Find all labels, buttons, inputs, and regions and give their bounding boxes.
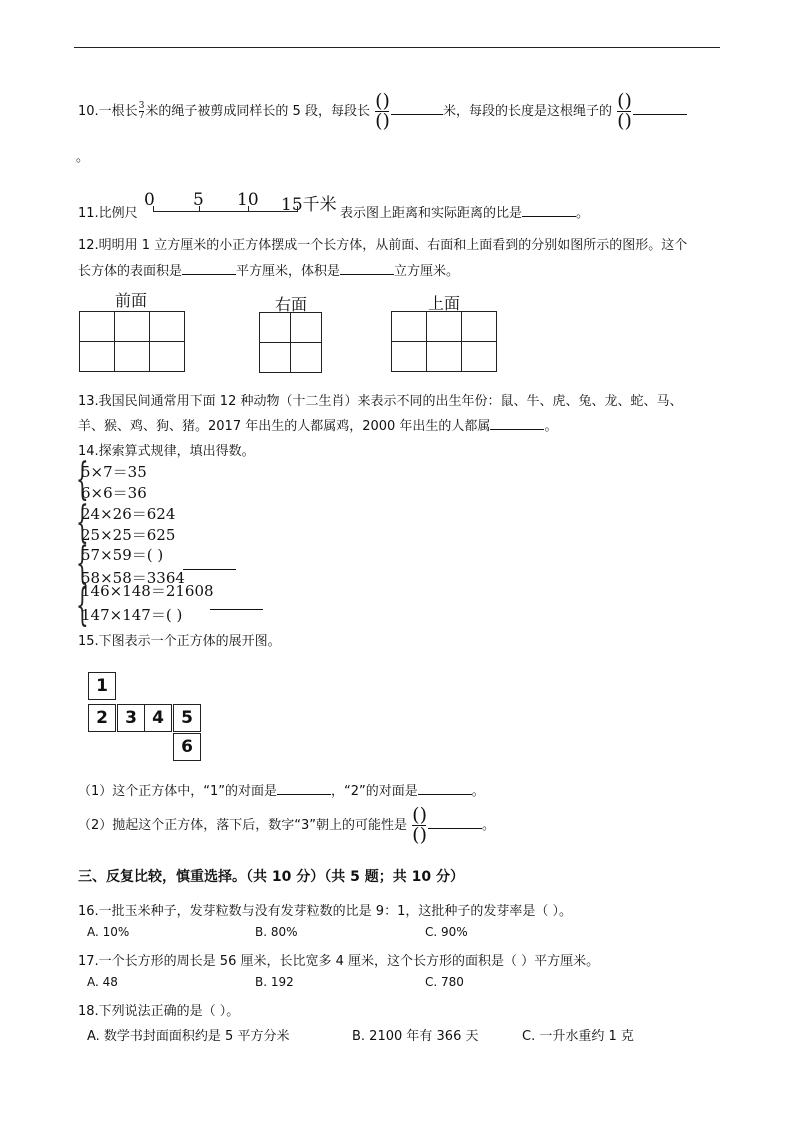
q15-sub-1: （1）这个正方体中，“1”的对面是 ，“2”的对面是 。 [78,784,485,799]
view-label-top: 上面 [428,294,461,313]
answer-blank-q14-b[interactable] [210,597,263,610]
answer-blank-q12-area[interactable] [182,262,236,275]
net-cell: 1 [88,672,116,700]
q18-stem: 18.下列说法正确的是（ ）。 [78,1004,240,1019]
option-c[interactable]: C. 780 [425,975,464,989]
answer-blank-q10-b[interactable] [633,102,687,115]
q11-prefix: 11.比例尺 [78,206,138,221]
header-rule [74,47,720,48]
view-label-front: 前面 [115,291,148,310]
brace-icon: { [76,454,89,505]
option-b[interactable]: B. 2100 年有 366 天 [352,1029,479,1044]
view-label-right: 右面 [275,295,308,314]
q10-end-mark: 。 [76,150,90,165]
scale-line [153,211,298,212]
net-cell: 5 [173,704,201,732]
answer-blank-q14-a[interactable] [183,557,236,570]
answer-blank-q15-1b[interactable] [418,782,472,795]
answer-blank-q11[interactable] [522,204,576,217]
equation: 58×58＝3364 [81,569,185,587]
q13-line-1: 13.我国民间通常用下面 12 种动物（十二生肖）来表示不同的出生年份：鼠、牛、虎、兔、龙、蛇、马、 [78,394,683,409]
equation: 25×25＝625 [81,526,176,544]
fraction-3-7: $\frac{3}{7}$ [138,101,145,121]
option-a[interactable]: A. 10% [87,925,130,939]
scale-bar [144,190,344,220]
answer-blank-q12-volume[interactable] [340,262,394,275]
q11-rest: 表示图上距离和实际距离的比是 。 [340,206,590,221]
answer-fraction-box-2[interactable]: $\frac{()}{()}$ [617,90,632,132]
q10-text-2: 米的绳子被剪成同样长的 5 段，每段长 [145,104,370,119]
scale-tick-0: 0 [144,190,155,210]
answer-blank-q15-2[interactable] [428,816,482,829]
equation: 147×147＝( ) [81,606,183,624]
q12-line-2: 长方体的表面积是 平方厘米，体积是 立方厘米。 [78,264,460,279]
front-view-grid [79,311,185,372]
net-cell: 4 [144,704,172,732]
top-view-grid [391,311,497,372]
q15-title: 15.下图表示一个正方体的展开图。 [78,634,281,649]
option-b[interactable]: B. 80% [255,925,298,939]
scale-tick-15: 15千米 [281,195,337,215]
net-cell: 6 [173,733,201,761]
right-view-grid [259,312,322,373]
q13-line-2: 羊、猴、鸡、狗、猪。2017 年出生的人都属鸡，2000 年出生的人都属 。 [78,419,558,434]
q10-text-3: 米，每段的长度是这根绳子的 [442,104,612,119]
equation: 57×59＝( ) [81,546,164,564]
net-cell: 3 [117,704,145,732]
scale-tick-5: 5 [193,190,204,210]
answer-blank-q13[interactable] [490,417,544,430]
option-c[interactable]: C. 90% [425,925,468,939]
question-10 [78,92,687,131]
q14-title: 14.探索算式规律，填出得数。 [78,444,255,459]
answer-blank-q15-1a[interactable] [277,782,331,795]
option-c[interactable]: C. 一升水重约 1 克 [522,1029,634,1044]
equation: 5×7＝35 [81,463,147,481]
option-a[interactable]: A. 48 [87,975,118,989]
brace-icon: { [76,497,89,548]
net-cell: 2 [88,704,116,732]
q15-sub-2: （2）抛起这个正方体，落下后，数字“3”朝上的可能性是 $\frac{()}{()}$ 。 [78,804,495,846]
equation: 24×26＝624 [81,505,176,523]
scale-tick-10: 10 [237,190,259,210]
q17-stem: 17.一个长方形的周长是 56 厘米，长比宽多 4 厘米，这个长方形的面积是（ ）平方厘米。 [78,954,600,969]
q16-stem: 16.一批玉米种子，发芽粒数与没有发芽粒数的比是 9：1，这批种子的发芽率是（ ）。 [78,904,572,919]
brace-icon: { [76,580,89,631]
section-heading: 三、反复比较，慎重选择。（共 10 分）（共 5 题；共 10 分） [78,869,464,885]
brace-icon: { [76,538,89,589]
answer-fraction-box-3[interactable]: $\frac{()}{()}$ [412,804,427,846]
option-b[interactable]: B. 192 [255,975,294,989]
equation: 146×148＝21608 [81,582,214,600]
q10-text-1: 10.一根长 [78,104,138,119]
equation: 6×6＝36 [81,484,147,502]
answer-fraction-box-1[interactable]: $\frac{()}{()}$ [375,90,390,132]
q12-line-1: 12.明明用 1 立方厘米的小正方体摆成一个长方体，从前面、右面和上面看到的分别如图所示的图形。这个 [78,238,688,253]
option-a[interactable]: A. 数学书封面面积约是 5 平方分米 [87,1029,290,1044]
answer-blank-q10-a[interactable] [391,102,443,115]
